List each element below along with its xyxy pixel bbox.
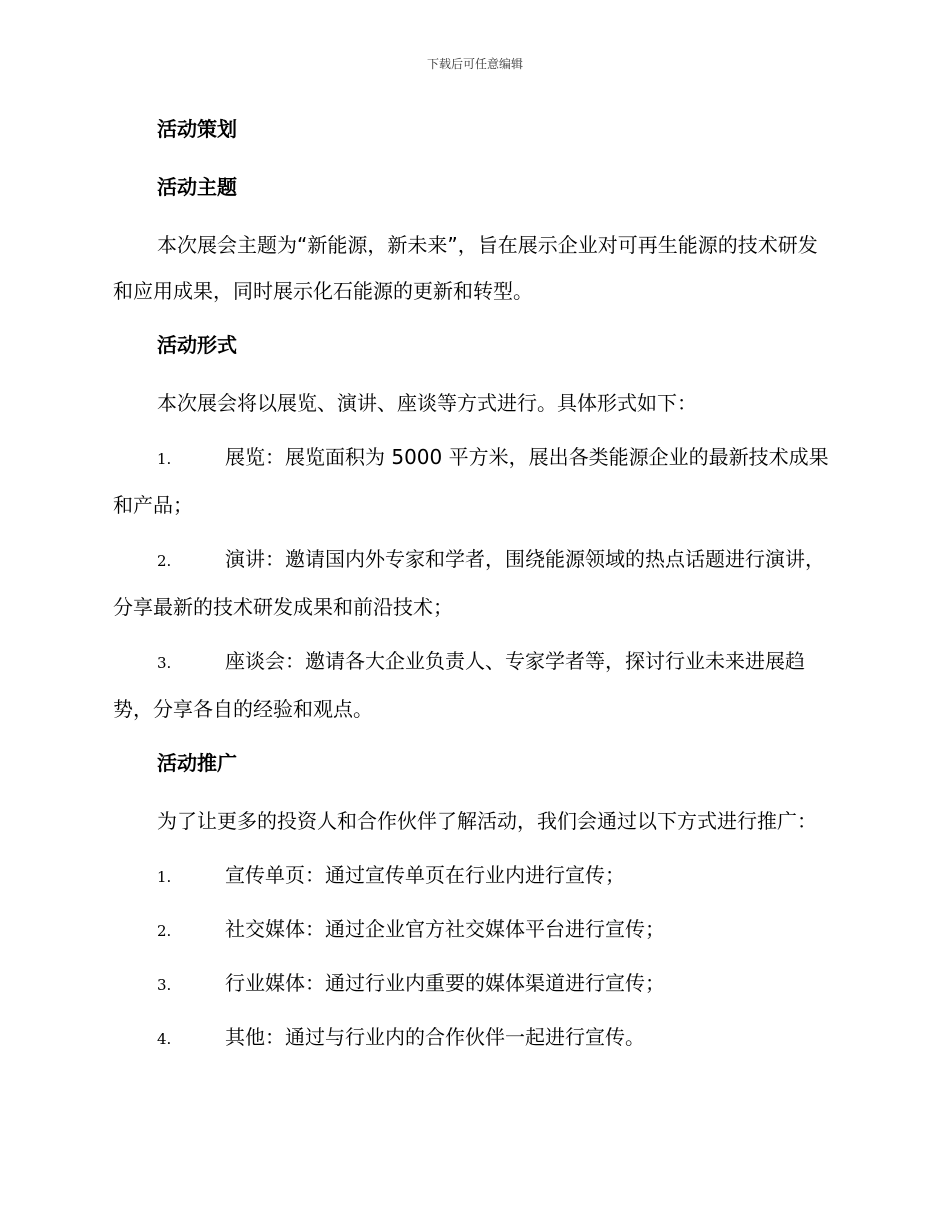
list-text: 展览：展览面积为 5000 平方米，展出各类能源企业的最新技术成果和产品；	[113, 445, 829, 517]
list-number: 2.	[157, 922, 172, 940]
list-text: 宣传单页：通过宣传单页在行业内进行宣传；	[225, 863, 625, 887]
form-list-item	[113, 638, 833, 732]
list-number: 3.	[157, 654, 172, 672]
list-number: 2.	[157, 552, 172, 570]
heading-activity-form: 活动形式	[157, 333, 237, 357]
promo-intro-paragraph: 为了让更多的投资人和合作伙伴了解活动，我们会通过以下方式进行推广：	[157, 809, 817, 833]
theme-paragraph: 本次展会主题为“新能源，新未来”，旨在展示企业对可再生能源的技术研发和应用成果，同时展示化石能源的更新和转型。	[113, 233, 818, 303]
document-body	[113, 110, 833, 1072]
list-text: 演讲：邀请国内外专家和学者，围绕能源领域的热点话题进行演讲，分享最新的技术研发成果和前沿技术；	[113, 547, 825, 619]
promo-list-item	[113, 852, 833, 898]
list-text: 社交媒体：通过企业官方社交媒体平台进行宣传；	[225, 917, 665, 941]
list-number: 4.	[157, 1030, 172, 1048]
list-number: 1.	[157, 450, 172, 468]
list-number: 3.	[157, 976, 172, 994]
list-number: 1.	[157, 868, 172, 886]
promo-list-item	[113, 1014, 833, 1060]
heading-activity-theme: 活动主题	[157, 175, 237, 199]
heading-activity-promotion: 活动推广	[157, 751, 237, 775]
form-list-item	[113, 536, 833, 630]
page-header: 下载后可任意编辑	[426, 57, 523, 71]
list-text: 行业媒体：通过行业内重要的媒体渠道进行宣传；	[225, 971, 665, 995]
promo-list-item	[113, 906, 833, 952]
list-text: 其他：通过与行业内的合作伙伴一起进行宣传。	[225, 1025, 645, 1049]
form-list-item	[113, 434, 833, 528]
promo-list-item	[113, 960, 833, 1006]
heading-activity-plan: 活动策划	[157, 117, 237, 141]
list-text: 座谈会：邀请各大企业负责人、专家学者等，探讨行业未来进展趋势，分享各自的经验和观点。	[113, 649, 805, 721]
form-intro-paragraph: 本次展会将以展览、演讲、座谈等方式进行。具体形式如下：	[157, 391, 697, 415]
